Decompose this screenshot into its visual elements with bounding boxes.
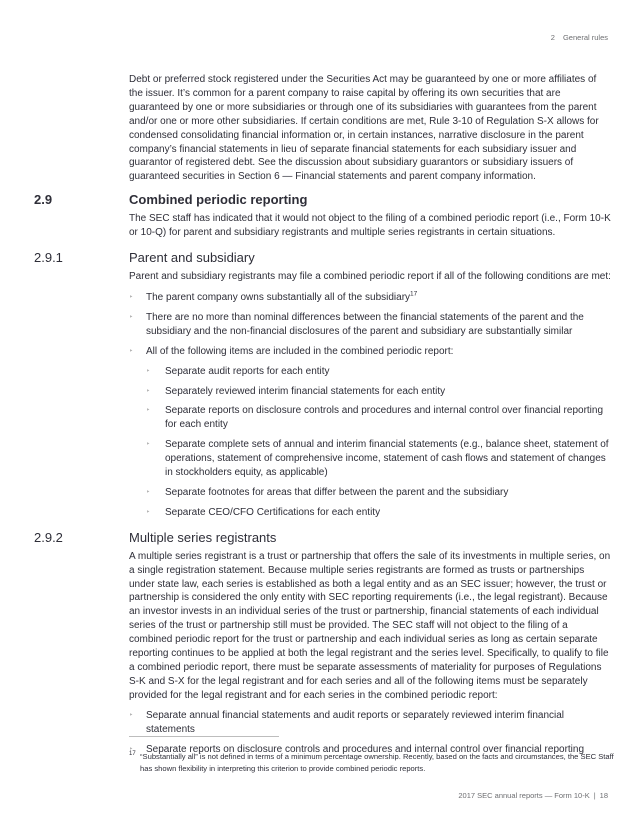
subsection-title: Multiple series registrants	[129, 529, 277, 545]
list-item	[146, 404, 611, 432]
list-item	[146, 506, 611, 520]
series-items-list	[129, 709, 611, 757]
list-item-text: Separate footnotes for areas that differ between the parent and the subsidiary	[165, 486, 509, 498]
bullet-marker-icon: ‣	[129, 347, 134, 355]
bullet-marker-icon: ‣	[146, 367, 151, 375]
bullet-marker-icon: ‣	[129, 293, 134, 301]
bullet-marker-icon: ‣	[146, 407, 151, 415]
list-item-text: There are no more than nominal differences between the financial statements of the parent and the subsidiary and the non-financial disclosures of the parent and subsidiary are substantially similar	[146, 311, 584, 337]
header-section-title: General rules	[562, 33, 608, 42]
footnote-number: 17	[129, 751, 136, 757]
page-footer	[458, 791, 608, 800]
subsection-title: Parent and subsidiary	[129, 250, 255, 266]
list-item-text: Separate audit reports for each entity	[165, 365, 330, 377]
footnote	[129, 751, 614, 774]
section-2-9-1-lead: Parent and subsidiary registrants may file a combined periodic report if all of the following conditions are met:	[129, 271, 611, 283]
section-number: 2.9	[34, 192, 53, 208]
bullet-marker-icon: ‣	[129, 711, 134, 719]
section-2-9	[0, 192, 638, 208]
intro-paragraph: Debt or preferred stock registered under the Securities Act may be guaranteed by one or more affiliates of the issuer. It’s common for a parent company to raise capital by offering its own securities that are guaranteed by one or more subsidiaries or through one of its subsidiaries with guarantees from the parent and/or one or more other subsidiaries. If certain conditions are met, Rule 3-10 of Regulation S-X allows for condensed consolidating financial information or, in certain instances, narrative disclosure in the parent company’s financial statements in lieu of separate financial statements for each subsidiary issuer and guarantor of registered debt. See the discussion about subsidiary guarantors or subsidiary issuers of guaranteed securities in Section 6 — Financial statements and parent company information.	[129, 74, 599, 183]
bullet-marker-icon: ‣	[146, 508, 151, 516]
included-items-list	[146, 365, 611, 520]
section-title: Combined periodic reporting	[129, 192, 308, 208]
footnote-divider	[129, 736, 279, 737]
list-item-text: Separate complete sets of annual and interim financial statements (e.g., balance sheet, statement of operations, statement of comprehensive income, statement of cash flows and statement of changes in stockholders equity, as applicable)	[165, 439, 609, 479]
conditions-list	[129, 291, 611, 520]
bullet-marker-icon: ‣	[129, 313, 134, 321]
list-item-text: Separate reports on disclosure controls and procedures and internal control over financial reporting for each entity	[165, 405, 604, 431]
list-item-text: The parent company owns substantially all of the subsidiary	[146, 291, 411, 303]
list-item-text: Separate reports on disclosure controls and procedures and internal control over financial reporting	[146, 743, 585, 755]
list-item-text: Separate annual financial statements and audit reports or separately reviewed interim financial statements	[146, 709, 565, 735]
list-item	[146, 486, 611, 500]
list-item	[146, 438, 611, 480]
bullet-marker-icon: ‣	[129, 745, 134, 753]
list-item-text: Separate CEO/CFO Certifications for each entity	[165, 506, 381, 518]
list-item	[129, 345, 611, 520]
list-item	[129, 709, 611, 737]
section-2-9-2-body: A multiple series registrant is a trust or partnership that offers the sale of its investments in multiple series, on a single registration statement. Because multiple series registrants are formed as trusts or partnerships under state law, each series is established as both a legal entity and as an SEC issuer; however, the trust or partnership is considered the only entity with SEC reporting requirements (i.e., the legal registrant). Because an investor invests in an individual series of the trust or partnership, financial statements of each individual series of the trust or partnership still must be provided. The SEC staff will not object to the filing of a combined periodic report for the trust or partnership and each individual series as long as certain separate reporting continues to be applied at both the legal registrant and the series level. Specifically, to qualify to file a combined periodic report, there must be separate assessments of materiality for purposes of Regulations S-K and S-X for the legal registrant and for each series and all of the following items must be separately provided for the legal registrant and for each series in the combined periodic report:	[129, 550, 611, 701]
list-item	[129, 311, 611, 339]
page-header	[551, 33, 608, 42]
footnote-text: “Substantially all” is not defined in terms of a minimum percentage ownership. Recently, based on the facts and circumstances, the SEC Staff has shown flexibility in interpreting this criterion to provide combined periodic reports.	[140, 752, 614, 773]
header-section-number: 2	[550, 33, 555, 42]
footer-publication: 2017 SEC annual reports — Form 10-K	[458, 791, 590, 800]
list-item-text: Separately reviewed interim financial statements for each entity	[165, 385, 446, 397]
footer-separator: |	[593, 791, 596, 800]
section-2-9-body: The SEC staff has indicated that it would not object to the filing of a combined periodic report (i.e., Form 10-K or 10-Q) for parent and subsidiary registrants and multiple series registrants in certain situations.	[129, 213, 611, 239]
bullet-marker-icon: ‣	[146, 387, 151, 395]
list-item	[146, 385, 611, 399]
page-number: 18	[599, 791, 608, 800]
subsection-number: 2.9.1	[34, 250, 63, 266]
bullet-marker-icon: ‣	[146, 488, 151, 496]
bullet-marker-icon: ‣	[146, 441, 151, 449]
list-item	[129, 291, 611, 305]
section-2-9-1	[0, 250, 638, 266]
section-2-9-2	[0, 530, 638, 546]
list-item-text: All of the following items are included in the combined periodic report:	[146, 345, 454, 357]
footnote-reference[interactable]: 17	[410, 290, 418, 298]
page-body	[0, 73, 638, 756]
list-item	[146, 365, 611, 379]
subsection-number: 2.9.2	[34, 529, 63, 545]
